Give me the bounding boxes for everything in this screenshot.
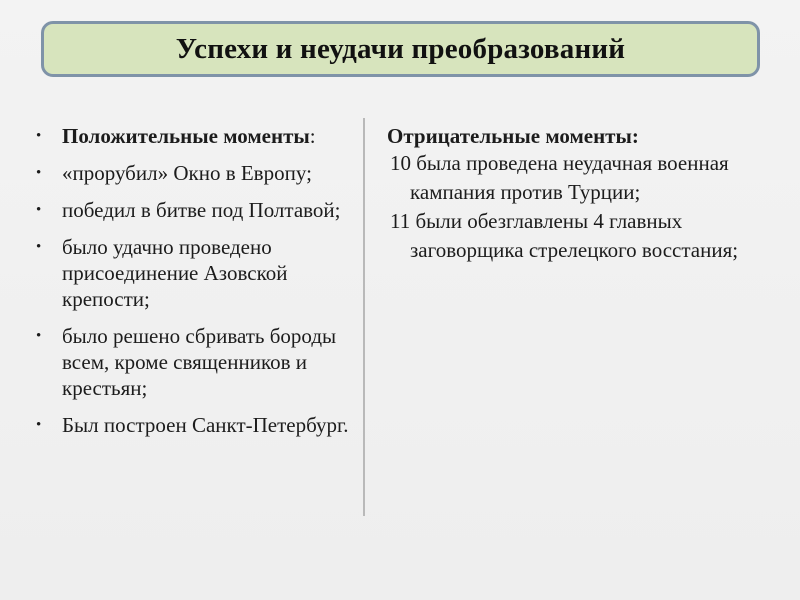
bullet-icon: •: [36, 328, 42, 344]
bullet-icon: •: [36, 239, 42, 255]
positive-item: «прорубил» Окно в Европу;: [62, 161, 312, 185]
negative-item: 11 были обезглавлены 4 главных заговорщика стрелецкого восстания;: [390, 209, 739, 262]
title-box: [41, 21, 760, 77]
list-item: [36, 160, 356, 186]
list-item: [36, 197, 356, 223]
bullet-icon: •: [36, 128, 42, 144]
list-item: [36, 323, 356, 401]
positive-heading: Положительные моменты: [62, 124, 310, 148]
slide-title: Успехи и неудачи преобразований: [175, 32, 626, 65]
column-divider: [363, 118, 365, 516]
list-item: [36, 234, 356, 312]
negative-item: 10 была проведена неудачная военная кампания против Турции;: [390, 151, 729, 204]
list-item: [36, 412, 356, 438]
negative-heading: Отрицательные моменты:: [387, 124, 639, 148]
bullet-icon: •: [36, 202, 42, 218]
list-item: [36, 123, 356, 149]
negative-column: [387, 123, 787, 265]
positive-list: [36, 123, 356, 438]
bullet-icon: •: [36, 165, 42, 181]
positive-item: Был построен Санкт-Петербург.: [62, 413, 349, 437]
positive-heading-suffix: :: [309, 124, 316, 148]
positive-item: было решено сбривать бороды всем, кроме священников и крестьян;: [62, 324, 337, 400]
positive-column: [36, 123, 356, 449]
positive-item: победил в битве под Полтавой;: [62, 198, 341, 222]
bullet-icon: •: [36, 417, 42, 433]
positive-item: было удачно проведено присоединение Азовской крепости;: [62, 235, 288, 311]
